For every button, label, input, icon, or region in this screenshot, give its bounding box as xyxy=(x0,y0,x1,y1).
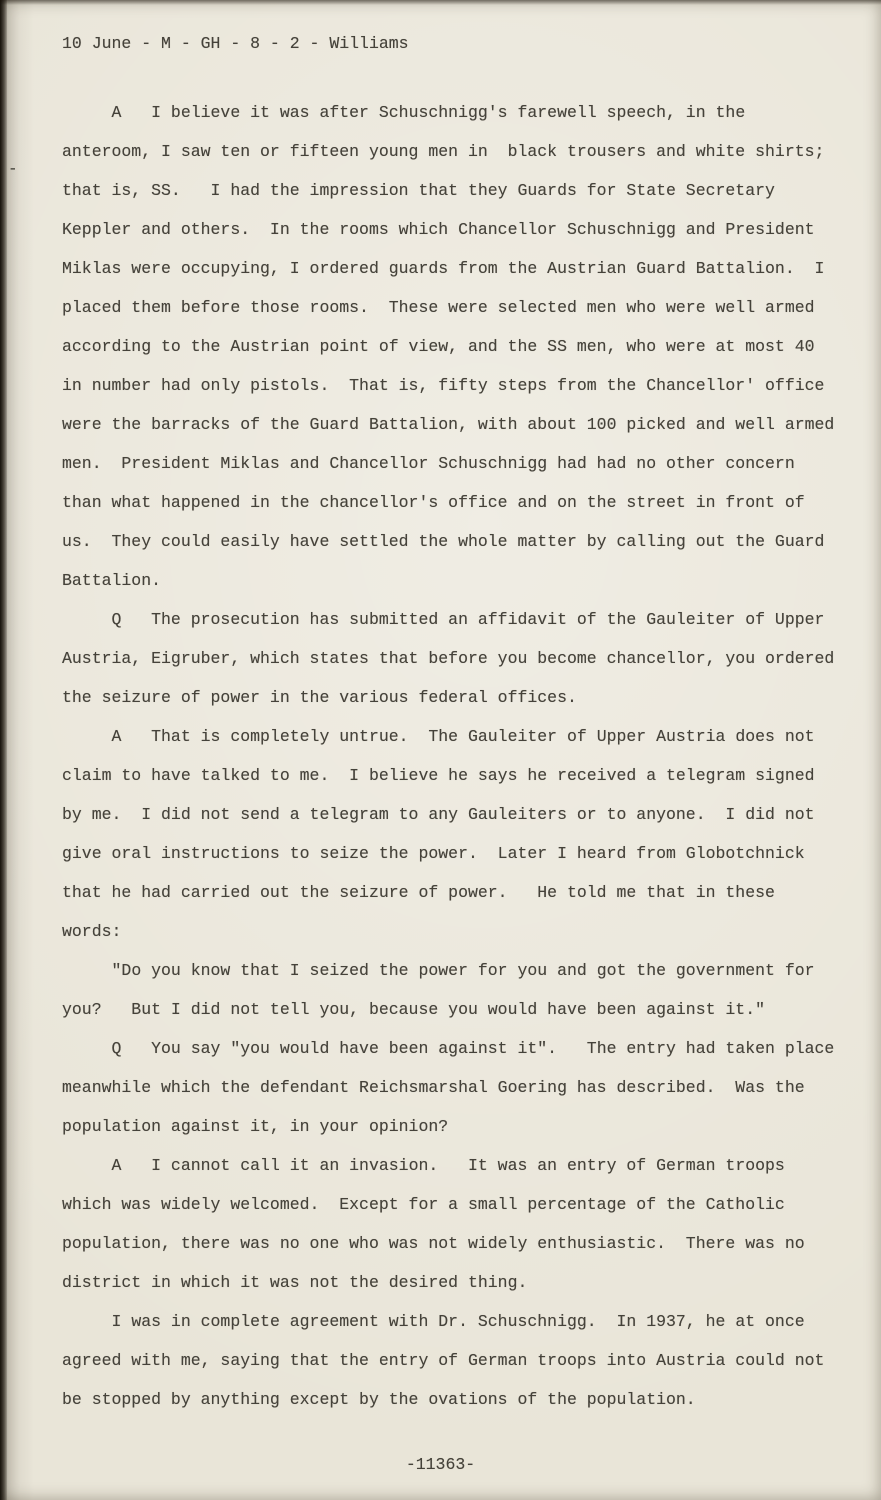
answer-paragraph: A I cannot call it an invasion. It was an entry of German troops which was widely welcomed. Except for a small percentage of the Catholic population, there was no one who was not widely enthusiastic. There was no district in which it was not the desired thing. xyxy=(62,1156,815,1292)
page-header: 10 June - M - GH - 8 - 2 - Williams xyxy=(62,34,409,53)
answer-paragraph: A That is completely untrue. The Gauleiter of Upper Austria does not claim to have talked to me. I believe he says he received a telegram signed by me. I did not send a telegram to any Gauleiters or to anyone. I did not give oral instructions to seize the power. Later I heard from Globotchnick that he had carried out the seizure of power. He told me that in these words: xyxy=(62,727,825,941)
question-paragraph: Q The prosecution has submitted an affidavit of the Gauleiter of Upper Austria, Eigruber, which states that before you become chancellor, you ordered the seizure of power in the various federal offices. xyxy=(62,610,845,707)
page-number: -11363- xyxy=(405,1455,476,1474)
answer-paragraph: A I believe it was after Schuschnigg's farewell speech, in the anteroom, I saw ten or fifteen young men in black trousers and white shirts; that is, SS. I had the impression that they Guards for State Secretary Keppler and others. In the rooms which Chancellor Schuschnigg and President Miklas were occupying, I ordered guards from the Austrian Guard Battalion. I placed them before those rooms. These were selected men who were well armed according to the Austrian point of view, and the SS men, who were at most 40 in number had only pistols. That is, fifty steps from the Chancellor' office were the barracks of the Guard Battalion, with about 100 picked and well armed men. President Miklas and Chancellor Schuschnigg had had no other concern than what happened in the chancellor's office and on the street in front of us. They could easily have settled the whole matter by calling out the Guard Battalion. xyxy=(62,103,845,590)
question-paragraph: Q You say "you would have been against it". The entry had taken place meanwhile which the defendant Reichsmarshal Goering has described. Was the population against it, in your opinion? xyxy=(62,1039,845,1136)
margin-mark: - xyxy=(8,160,18,178)
answer-continuation-paragraph: I was in complete agreement with Dr. Schuschnigg. In 1937, he at once agreed with me, saying that the entry of German troops into Austria could not be stopped by anything except by the ovations of the population. xyxy=(62,1312,835,1409)
document-body xyxy=(62,93,845,1419)
quote-paragraph: "Do you know that I seized the power for you and got the government for you? But I did not tell you, because you would have been against it." xyxy=(62,961,825,1019)
